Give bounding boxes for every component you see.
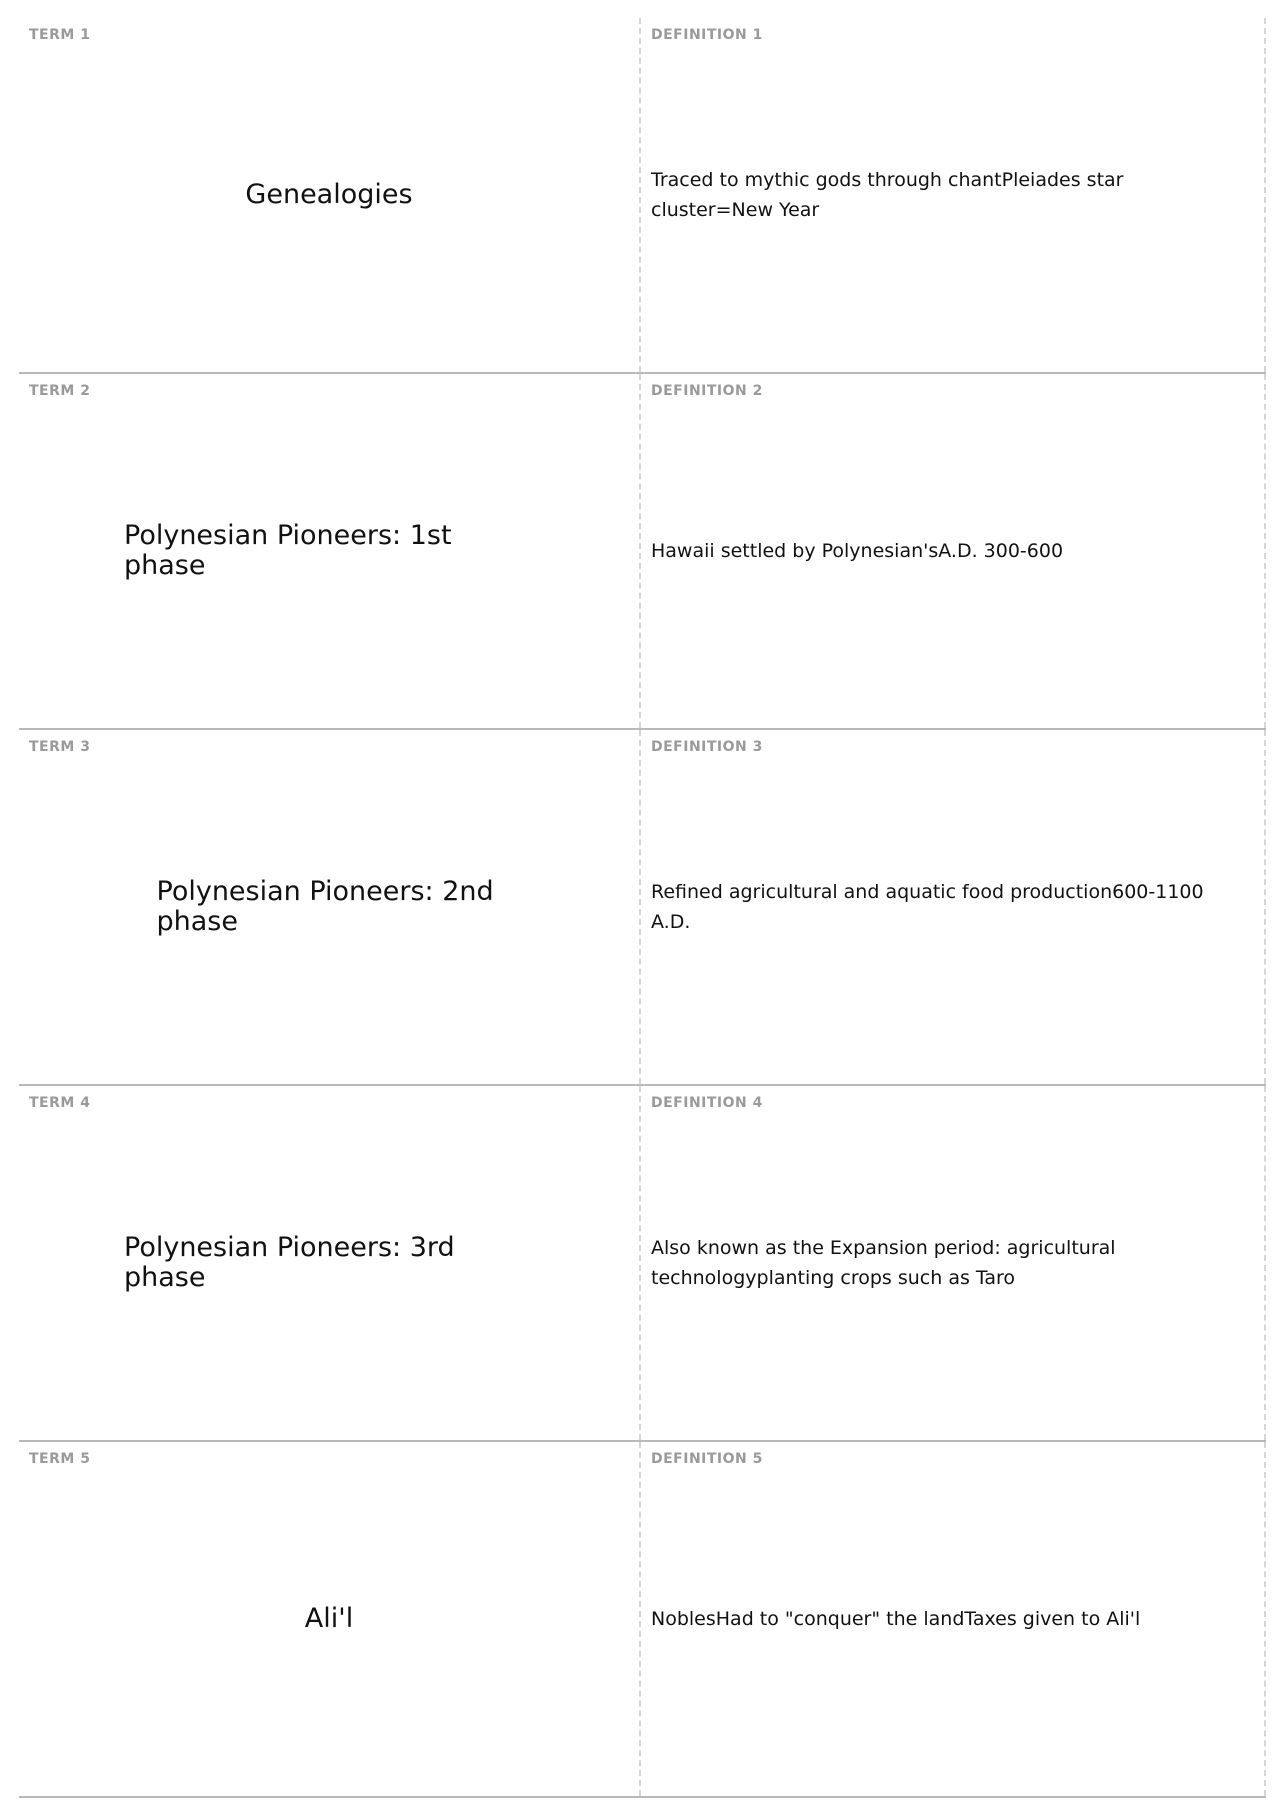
flashcard-row (19, 730, 1266, 1086)
term-label: TERM 3 (29, 739, 91, 755)
definition-label: DEFINITION 3 (651, 739, 763, 755)
term-text: Genealogies (245, 179, 413, 210)
definition-label: DEFINITION 4 (651, 1095, 763, 1111)
term-text: Polynesian Pioneers: 1st phase (124, 520, 452, 581)
definition-label: DEFINITION 2 (651, 383, 763, 399)
flashcard-row (19, 374, 1266, 730)
flashcard-row (19, 1086, 1266, 1442)
flashcard-row (19, 1442, 1266, 1798)
term-cell (19, 1442, 641, 1796)
definition-cell (641, 374, 1266, 728)
term-text-wrap (19, 1233, 639, 1293)
term-cell (19, 374, 641, 728)
flashcard-row (19, 18, 1266, 374)
term-label: TERM 2 (29, 383, 91, 399)
term-text-wrap (19, 1604, 639, 1634)
term-label: TERM 5 (29, 1451, 91, 1467)
definition-text: Refined agricultural and aquatic food production600-1100 A.D. (651, 881, 1204, 933)
term-text: Ali'l (304, 1603, 354, 1634)
definition-text: NoblesHad to "conquer" the landTaxes given to Ali'l (651, 1608, 1141, 1630)
term-text-wrap (19, 877, 639, 937)
term-cell (19, 1086, 641, 1440)
term-label: TERM 1 (29, 27, 91, 43)
definition-cell (641, 1086, 1266, 1440)
term-cell (19, 18, 641, 372)
term-text-wrap (19, 180, 639, 210)
definition-label: DEFINITION 5 (651, 1451, 763, 1467)
term-text-wrap (19, 521, 639, 581)
definition-text: Hawaii settled by Polynesian'sA.D. 300-600 (651, 540, 1064, 562)
definition-label: DEFINITION 1 (651, 27, 763, 43)
definition-cell (641, 730, 1266, 1084)
flashcard-sheet (19, 18, 1266, 1798)
term-label: TERM 4 (29, 1095, 91, 1111)
definition-text: Also known as the Expansion period: agricultural technologyplanting crops such as Taro (651, 1237, 1116, 1289)
term-text: Polynesian Pioneers: 2nd phase (156, 876, 494, 937)
definition-cell (641, 18, 1266, 372)
definition-cell (641, 1442, 1266, 1796)
definition-text: Traced to mythic gods through chantPleiades star cluster=New Year (651, 169, 1124, 221)
term-cell (19, 730, 641, 1084)
term-text: Polynesian Pioneers: 3rd phase (124, 1232, 455, 1293)
